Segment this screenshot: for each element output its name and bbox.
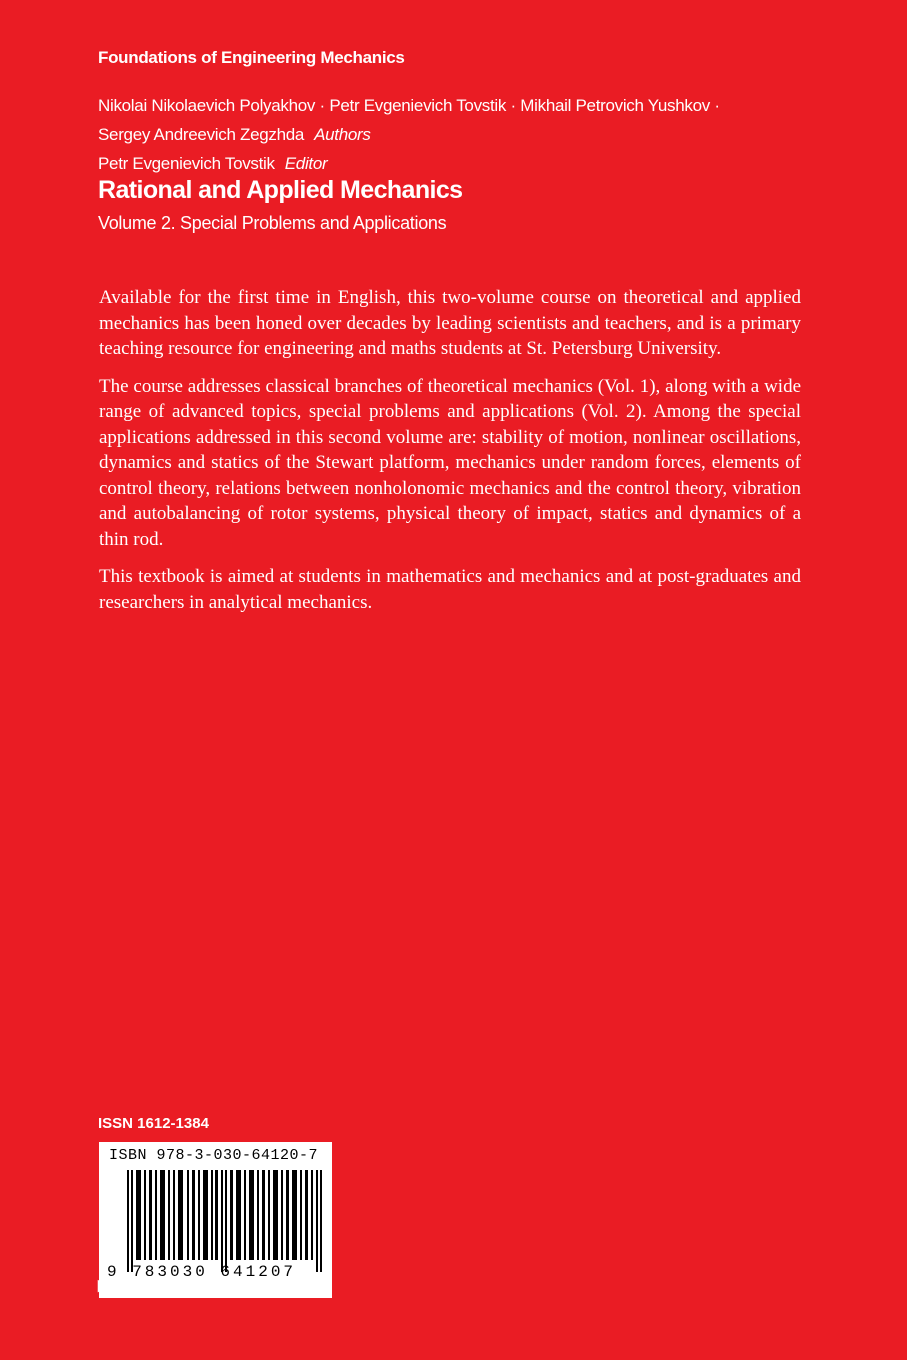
book-title: Rational and Applied Mechanics [98,176,463,204]
isbn-text: ISBN 978-3-030-64120-7 [109,1147,319,1164]
author-name: Sergey Andreevich Zegzhda [98,125,305,144]
authors-block [98,91,720,178]
book-subtitle: Volume 2. Special Problems and Applications [98,213,447,233]
blurb [99,285,801,627]
editor-name: Petr Evgenievich Tovstik [98,154,275,173]
publisher-url: springer.com [113,1277,208,1294]
issn: ISSN 1612-1384 [98,1115,209,1132]
blurb-paragraph: Available for the first time in English, this two-volume course on theoretical and applied mechanics has been honed over decades by leading scientists and teachers, and is a primary teaching resource for engineering and maths students at St. Petersburg University. [99,287,801,359]
authors-role: Authors [314,125,371,144]
authors-line-1: Nikolai Nikolaevich Polyakhov · Petr Evgenievich Tovstik · Mikhail Petrovich Yushkov · [98,96,720,115]
publisher-link[interactable] [98,1276,208,1294]
barcode-bars-icon [127,1170,323,1272]
series-name: Foundations of Engineering Mechanics [98,48,405,67]
blurb-paragraph: The course addresses classical branches of theoretical mechanics (Vol. 1), along with a wide range of advanced topics, special problems and applications (Vol. 2). Among the special applications addressed in this second volume are: stability of motion, nonlinear oscillations, dynamics and statics of the Stewart platform, mechanics under random forces, elements of control theory, relations between nonholonomic mechanics and the control theory, vibration and autobalancing of rotor systems, physical theory of impact, statics and dynamics of a thin rod. [99,375,801,550]
editor-role: Editor [284,154,328,173]
editor-line [98,149,720,178]
barcode-digits: 9 783030 641207 [107,1263,297,1281]
play-arrow-icon: ▶ [98,1277,110,1294]
authors-line-2 [98,120,720,149]
blurb-paragraph: This textbook is aimed at students in mathematics and mechanics and at post-graduates and researchers in analytical mechanics. [99,566,801,613]
isbn-barcode [99,1142,332,1298]
